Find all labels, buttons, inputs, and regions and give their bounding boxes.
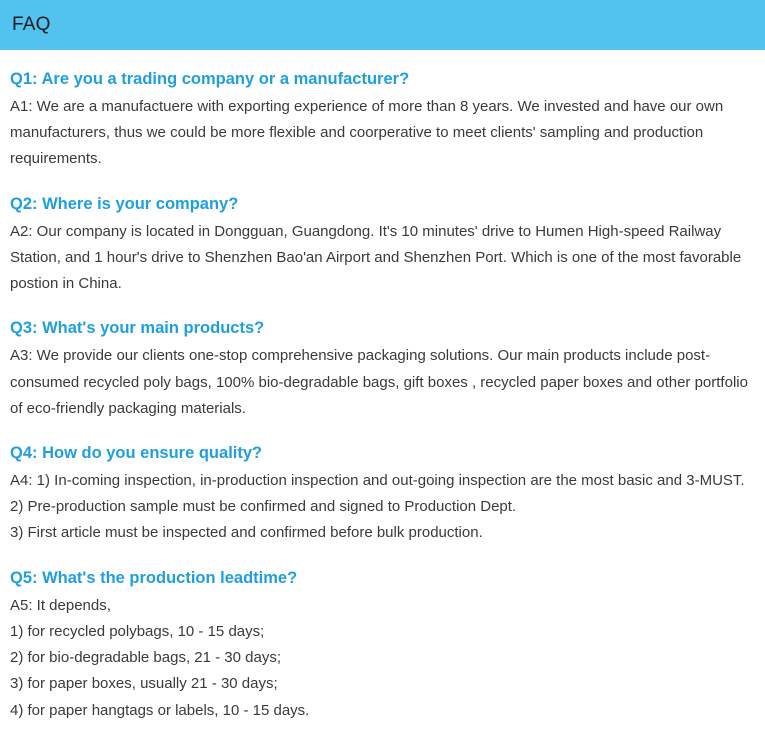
faq-item <box>10 442 751 547</box>
faq-list <box>0 68 765 724</box>
faq-answer-line: A4: 1) In-coming inspection, in-production inspection and out-going inspection are the most basic and 3-MUST. <box>10 471 745 489</box>
faq-answer-line: 1) for recycled polybags, 10 - 15 days; <box>10 622 265 640</box>
faq-answer-line: 2) Pre-production sample must be confirmed and signed to Production Dept. <box>10 498 517 516</box>
faq-question: Q4: How do you ensure quality? <box>10 444 263 463</box>
faq-question: Q5: What's the production leadtime? <box>10 568 298 587</box>
faq-answer: A1: We are a manufactuere with exporting experience of more than 8 years. We invested and have our own manufacturers, thus we could be more flexible and coorperative to meet clients' sampling and production requirements. <box>10 97 724 168</box>
faq-answer-line: 2) for bio-degradable bags, 21 - 30 days; <box>10 649 282 667</box>
faq-answer: A2: Our company is located in Dongguan, Guangdong. It's 10 minutes' drive to Humen High-speed Railway Station, and 1 hour's drive to Shenzhen Bao'an Airport and Shenzhen Port. Which is one of the most favorable postion in China. <box>10 222 742 293</box>
faq-answer: A3: We provide our clients one-stop comprehensive packaging solutions. Our main products include post-consumed recycled poly bags, 100% bio-degradable bags, gift boxes , recycled paper boxes and other portfolio of eco-friendly packaging materials. <box>10 347 748 417</box>
faq-answer-line: 4) for paper hangtags or labels, 10 - 15 days. <box>10 701 310 719</box>
page-title: FAQ <box>12 14 51 35</box>
faq-answer <box>10 468 751 547</box>
faq-answer <box>10 593 751 724</box>
faq-answer-line: A5: It depends, <box>10 596 111 614</box>
faq-question: Q1: Are you a trading company or a manufacturer? <box>10 70 410 88</box>
faq-item <box>10 193 751 298</box>
faq-item <box>10 68 751 173</box>
faq-answer-line: 3) First article must be inspected and confirmed before bulk production. <box>10 524 483 542</box>
faq-item <box>10 567 751 724</box>
faq-question: Q3: What's your main products? <box>10 319 265 338</box>
faq-answer-line: 3) for paper boxes, usually 21 - 30 days; <box>10 675 278 693</box>
faq-header-bar <box>0 0 765 50</box>
faq-item <box>10 317 751 422</box>
faq-question: Q2: Where is your company? <box>10 194 239 213</box>
